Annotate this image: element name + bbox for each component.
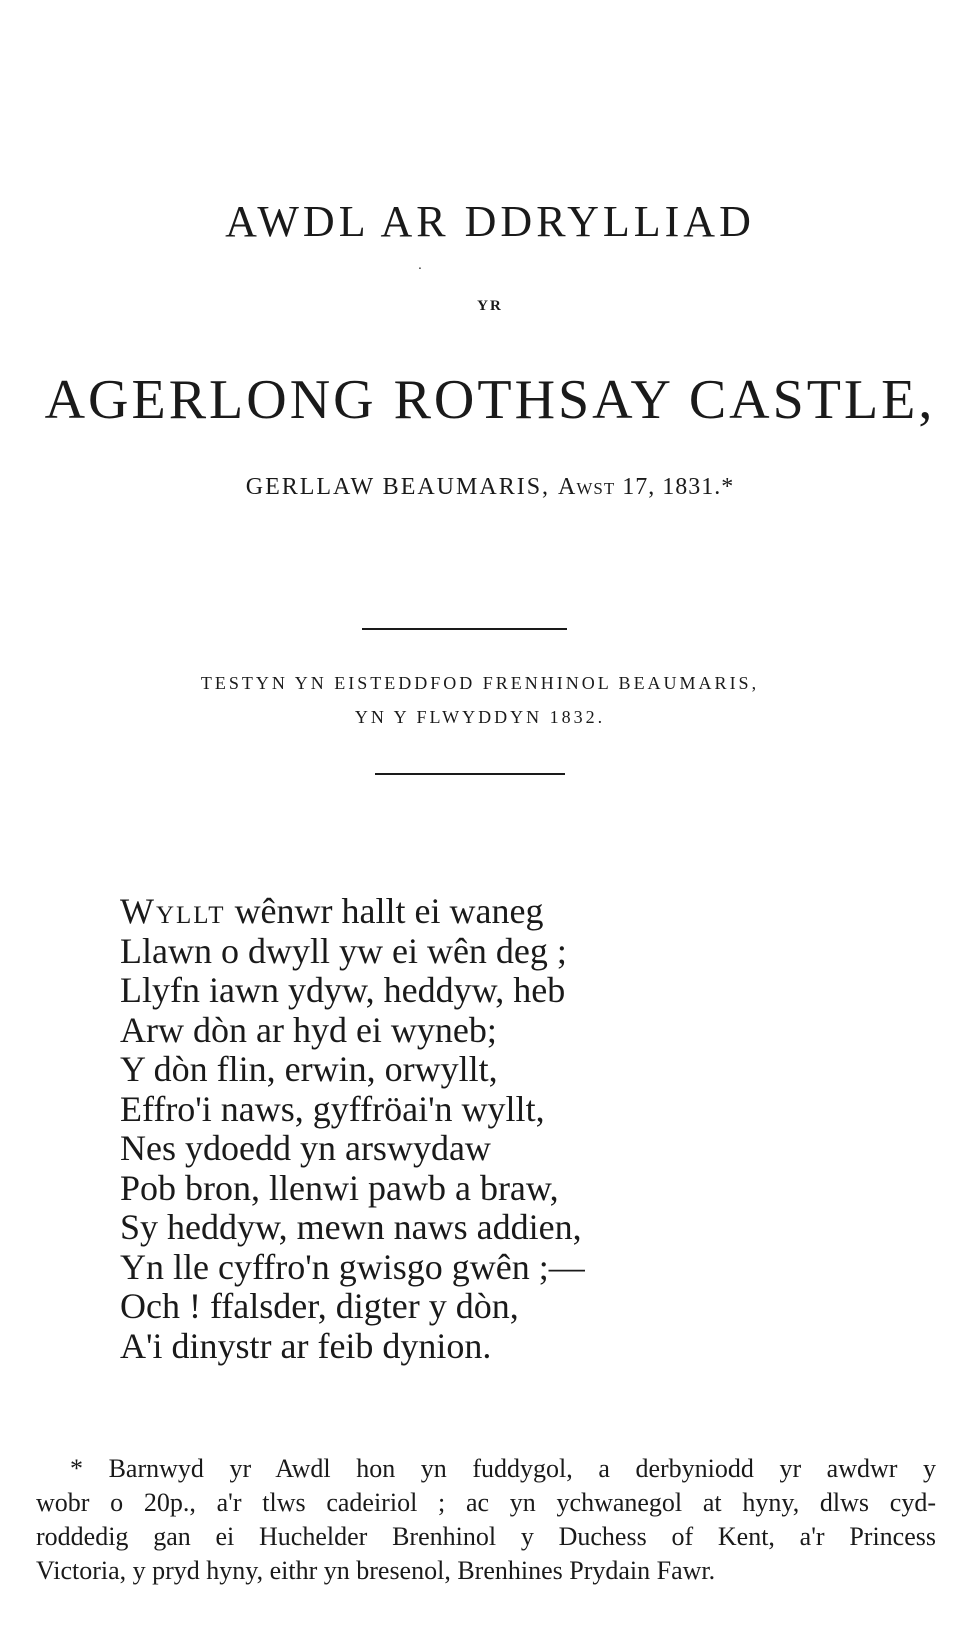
footnote-line-1: * Barnwyd yr Awdl hon yn fuddygol, a derbyniodd yr awdwr y — [70, 1454, 936, 1483]
poem-line: Llyfn iawn ydyw, heddyw, heb — [120, 970, 566, 1010]
competition-note — [0, 666, 960, 734]
competition-note-line-2: YN Y FLWYDDYN 1832. — [354, 707, 606, 727]
poem-line: Pob bron, llenwi pawb a braw, — [120, 1167, 559, 1208]
divider-rule-top — [362, 628, 567, 630]
title-line-2: AGERLONG ROTHSAY CASTLE, — [44, 369, 936, 431]
subtitle-location: GERLLAW BEAUMARIS, — [245, 474, 551, 500]
poem-line: Llawn o dwyll yw ei wên deg ; — [120, 930, 567, 971]
poem-first-word: Wyllt — [120, 891, 226, 931]
ornament-mark: · — [417, 262, 423, 277]
divider-rule-bottom — [375, 773, 565, 775]
poem-line: Sy heddyw, mewn naws addien, — [120, 1207, 582, 1247]
subtitle-date: Awst 17, 1831.* — [558, 474, 735, 500]
poem-stanza — [120, 892, 880, 1366]
title-line-1: AWDL AR DDRYLLIAD — [225, 197, 755, 246]
poem-line: Y dòn flin, erwin, orwyllt, — [120, 1049, 498, 1089]
footnote-line-4: Victoria, y pryd hyny, eithr yn bresenol, Brenhines Prydain Fawr. — [36, 1556, 716, 1585]
title-connector: YR — [477, 298, 503, 314]
footnote — [36, 1452, 936, 1588]
poem-line: Effro'i naws, gyffröai'n wyllt, — [120, 1088, 545, 1129]
poem-line: Nes ydoedd yn arswydaw — [120, 1128, 491, 1168]
subtitle — [0, 474, 980, 501]
poem-first-line-rest: wênwr hallt ei waneg — [225, 891, 544, 931]
footnote-line-2: wobr o 20p., a'r tlws cadeiriol ; ac yn ychwanegol at hyny, dlws cyd- — [36, 1488, 936, 1517]
poem-line: Arw dòn ar hyd ei wyneb; — [120, 1009, 497, 1050]
poem-line — [120, 892, 880, 932]
competition-note-line-1: TESTYN YN EISTEDDFOD FRENHINOL BEAUMARIS, — [200, 673, 760, 693]
poem-line: A'i dinystr ar feib dynion. — [120, 1325, 492, 1366]
footnote-line-3: roddedig gan ei Huchelder Brenhinol y Duchess of Kent, a'r Princess — [36, 1522, 936, 1551]
poem-line: Och ! ffalsder, digter y dòn, — [120, 1286, 519, 1326]
poem-line: Yn lle cyffro'n gwisgo gwên ;— — [120, 1246, 585, 1287]
